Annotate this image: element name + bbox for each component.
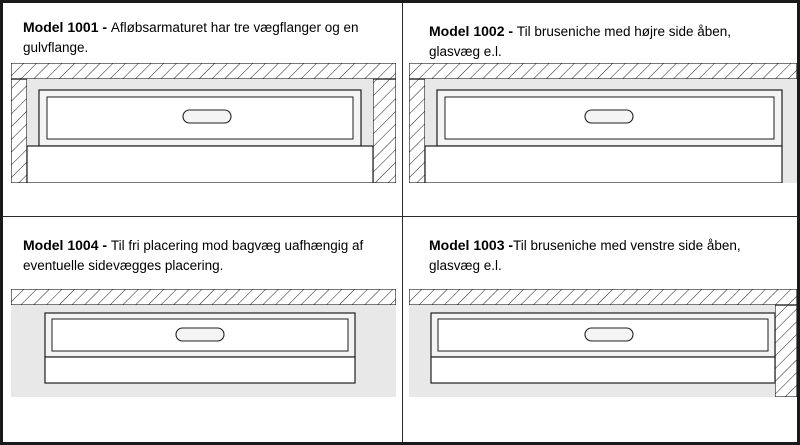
model-description-1002: Til bruseniche med højre side åben, glasvæg e.l. bbox=[429, 24, 732, 59]
panel-model-1001 bbox=[3, 3, 402, 216]
model-label-1003: Model 1003 - bbox=[429, 237, 514, 253]
caption-model-1001 bbox=[23, 17, 383, 57]
model-description-1003: Til bruseniche med venstre side åben, glasvæg e.l. bbox=[429, 238, 741, 273]
model-description-1004: Til fri placering mod bagvæg uafhængig af eventuelle sidevægges placering. bbox=[23, 238, 364, 273]
drawing-model-1004 bbox=[11, 289, 396, 397]
model-description-1001: Afløbsarmaturet har tre vægflanger og en gulvflange. bbox=[23, 20, 359, 55]
caption-model-1003 bbox=[429, 235, 774, 275]
drawing-model-1003 bbox=[409, 289, 797, 397]
model-label-1004: Model 1004 - bbox=[23, 237, 111, 253]
caption-model-1002 bbox=[429, 21, 774, 61]
panel-model-1004 bbox=[3, 217, 402, 442]
caption-model-1004 bbox=[23, 235, 383, 275]
panel-model-1003 bbox=[403, 217, 797, 442]
panel-model-1002 bbox=[403, 3, 797, 216]
model-label-1002: Model 1002 - bbox=[429, 23, 517, 39]
drawing-model-1002 bbox=[409, 63, 797, 183]
drawing-model-1001 bbox=[11, 63, 396, 183]
model-label-1001: Model 1001 - bbox=[23, 19, 111, 35]
